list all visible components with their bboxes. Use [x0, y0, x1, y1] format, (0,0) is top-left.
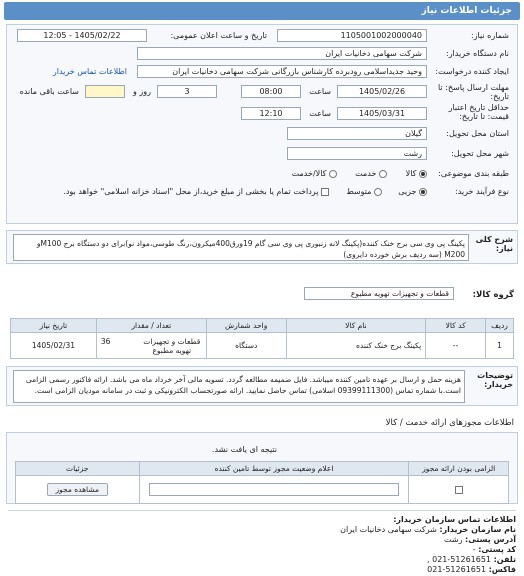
cell-permit-details: [16, 476, 140, 504]
radio-icon: [419, 170, 427, 178]
validity-time-field: 12:10: [241, 107, 301, 120]
table-row: [16, 476, 509, 504]
reply-time-label: ساعت: [309, 87, 331, 96]
treasury-checkbox[interactable]: پرداخت تمام یا بخشی از مبلغ خرید،از محل "اسناد خزانه اسلامی" خواهد بود.: [63, 187, 329, 196]
validity-time-label: ساعت: [309, 109, 331, 118]
process-option-minor[interactable]: جزیی: [398, 187, 427, 196]
creator-label: ایجاد کننده درخواست:: [435, 67, 509, 76]
goods-group-label: گروه کالا:: [472, 290, 514, 300]
city-field: رشت: [287, 147, 427, 160]
cell-code: --: [426, 333, 486, 359]
buyer-postal-line: [8, 545, 516, 555]
radio-icon: [374, 188, 382, 196]
cell-unit: دستگاه: [206, 333, 286, 359]
cell-qty: [96, 333, 206, 359]
buyer-notes-label: توضیحات خریدار:: [477, 371, 513, 389]
col-permit-details: جزئیات: [16, 462, 140, 476]
fax-value: 51261651-021: [427, 565, 487, 574]
cell-qty-value: 36: [100, 336, 111, 346]
reply-date-field: 1405/02/26: [337, 85, 427, 98]
org-label: نام سازمان خریدار:: [439, 525, 516, 534]
buyer-fax-line: [8, 565, 516, 575]
buyer-address-line: [8, 535, 516, 545]
remaining-label: ساعت باقی مانده: [19, 87, 79, 96]
cell-name: پکینگ برج خنک کننده: [286, 333, 426, 359]
summary-panel: [6, 230, 518, 264]
col-date: تاریخ نیاز: [11, 319, 97, 333]
announce-label: تاریخ و ساعت اعلان عمومی:: [170, 31, 267, 40]
fax-label: فاکس:: [488, 565, 516, 574]
hours-remaining-field: [85, 85, 125, 98]
postal-label: کد پستی:: [478, 545, 516, 554]
permits-no-result: نتیجه ای یافت نشد.: [211, 445, 277, 454]
col-unit: واحد شمارش: [206, 319, 286, 333]
cell-group: قطعات و تجهیزات تهویه مطبوع: [143, 336, 201, 355]
cell-permit-required: [409, 476, 509, 504]
page-title: جزئیات اطلاعات نیاز: [4, 2, 520, 20]
category-label: طبقه بندی موضوعی:: [438, 169, 509, 178]
buyer-phone-line: [8, 555, 516, 565]
days-label: روز و: [133, 87, 151, 96]
buyer-contact-section: [8, 510, 516, 574]
need-number-label: شماره نیاز:: [471, 31, 509, 40]
permits-panel: [6, 432, 518, 504]
checkbox-icon: [321, 188, 329, 196]
col-qty: تعداد / مقدار: [96, 319, 206, 333]
phone-label: تلفن:: [493, 555, 516, 564]
need-info-panel: [6, 24, 518, 224]
buyer-contact-title: اطلاعات تماس سازمان خریدار:: [393, 515, 516, 524]
org-value: شرکت سهامی دخانیات ایران: [340, 525, 437, 534]
process-label: نوع فرآیند خرید:: [455, 187, 509, 196]
province-field: گیلان: [287, 127, 427, 140]
col-code: کد کالا: [426, 319, 486, 333]
cell-date: 1405/02/31: [11, 333, 97, 359]
goods-table: [10, 318, 514, 359]
announce-field: 1405/02/22 - 12:05: [17, 29, 147, 42]
process-option-medium[interactable]: متوسط: [346, 187, 382, 196]
summary-label: شرح کلی نیاز:: [475, 235, 513, 253]
permits-table: [15, 461, 509, 504]
radio-icon: [379, 170, 387, 178]
validity-label: حداقل تاریخ اعتبار قیمت: تا تاریخ:: [448, 103, 509, 121]
category-option-both[interactable]: کالا/خدمت: [292, 169, 337, 178]
permits-title: اطلاعات مجوزهای ارائه خدمت / کالا: [385, 418, 514, 428]
buyer-notes-panel: [6, 366, 518, 406]
address-value: رشت: [444, 535, 463, 544]
radio-icon: [329, 170, 337, 178]
buyer-label: نام دستگاه خریدار:: [446, 49, 509, 58]
province-label: استان محل تحویل:: [446, 129, 509, 138]
summary-text: پکینگ پی وی سی برج خنک کننده(پکینگ لانه زنبوری پی وی سی گام 19ورق400میکرون،رنگ طوسی،مواد نو)برای دو دستگاه برج M100و M200 (سه ردیف برش خورده دایروی): [13, 234, 469, 261]
cell-permit-status: [139, 476, 409, 504]
col-permit-required: الزامی بودن ارائه مجوز: [409, 462, 509, 476]
view-permit-button[interactable]: مشاهده مجوز: [47, 483, 109, 496]
creator-field: وحید جدیداسلامی رودبرده کارشناس بازرگانی شرکت سهامی دخانیات ایران: [137, 65, 427, 78]
buyer-field: شرکت سهامی دخانیات ایران: [137, 47, 427, 60]
col-permit-status: اعلام وضعیت مجوز توسط تامین کننده: [139, 462, 409, 476]
postal-value: -: [472, 545, 476, 554]
days-field: 3: [157, 85, 217, 98]
permit-status-select[interactable]: [149, 483, 399, 496]
col-name: نام کالا: [286, 319, 426, 333]
buyer-notes-text: هزینه حمل و ارسال بر عهده تامین کننده میباشد. فایل ضمیمه مطالعه گردد. تسویه مالی آخر خرداد ماه می باشد. ارائه فاکتور رسمی الزامی است.با شماره تماس (09399111300 اسلامی) تماس حاصل نمایید. ارائه صورتحساب الکترونیکی و ثبت در سامانه مودیان الزامی است.: [13, 370, 465, 403]
reply-deadline-label: مهلت ارسال پاسخ: تا تاریخ:: [437, 83, 509, 101]
radio-icon: [419, 188, 427, 196]
buyer-org-line: [8, 525, 516, 535]
city-label: شهر محل تحویل:: [451, 149, 509, 158]
cell-index: 1: [486, 333, 514, 359]
reply-time-field: 08:00: [241, 85, 301, 98]
checkbox-icon[interactable]: [455, 486, 463, 494]
goods-group-field: قطعات و تجهیزات تهویه مطبوع: [304, 287, 454, 300]
validity-date-field: 1405/03/31: [337, 107, 427, 120]
category-option-service[interactable]: خدمت: [355, 169, 387, 178]
address-label: آدرس پستی:: [465, 535, 516, 544]
col-index: ردیف: [486, 319, 514, 333]
table-row: [11, 333, 514, 359]
need-number-field: 1105001002000040: [277, 29, 427, 42]
buyer-contact-link[interactable]: اطلاعات تماس خریدار: [52, 67, 127, 76]
phone-value: 51261651-021 ,: [427, 555, 492, 564]
category-option-goods[interactable]: کالا: [406, 169, 427, 178]
